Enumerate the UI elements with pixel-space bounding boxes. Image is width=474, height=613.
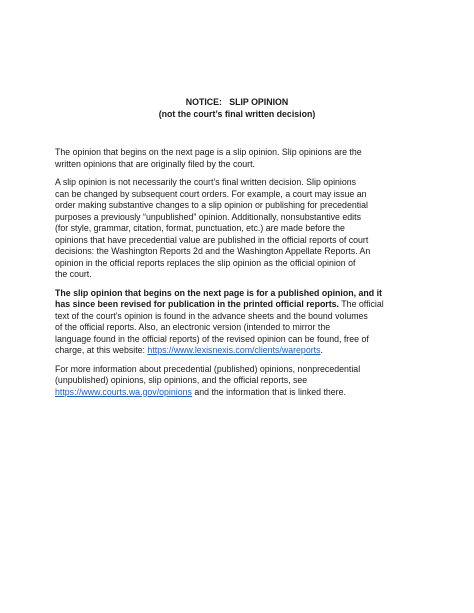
text-line: A slip opinion is not necessarily the court’s final written decision. Slip opinions <box>55 177 357 187</box>
text-segment: and the information that is linked there. <box>191 386 346 397</box>
text-line: written opinions that are originally filed by the court. <box>55 158 255 169</box>
text-line <box>55 387 419 399</box>
text-segment: The official <box>339 299 384 309</box>
text-line: (for style, grammar, citation, format, punctuation, etc.) are made before the <box>55 223 345 233</box>
text-line: The opinion that begins on the next page is a slip opinion. Slip opinions are the <box>55 147 362 157</box>
text-segment: charge, at this website: <box>55 345 148 355</box>
text-line: purposes a previously “unpublished” opinion. Additionally, nonsubstantive edits <box>55 211 361 222</box>
paragraph-more-information <box>55 364 419 399</box>
text-line: text of the court’s opinion is found in the advance sheets and the bound volumes <box>55 310 368 321</box>
text-line: language found in the official reports) of the revised opinion can be found, free of <box>55 333 369 344</box>
notice-subtitle: (not the court’s final written decision) <box>158 109 316 119</box>
bold-text: has since been revised for publication in the printed official reports. <box>55 299 340 309</box>
paragraph-not-final-decision <box>55 177 419 281</box>
text-line: opinion in the official reports replaces the slip opinion as the official opinion of <box>55 257 356 268</box>
text-line <box>55 299 419 311</box>
text-line: can be changed by subsequent court orders. For example, a court may issue an <box>55 188 367 199</box>
text-line <box>55 345 419 357</box>
paragraph-published-opinion <box>55 288 419 357</box>
text-line: the court. <box>55 269 92 279</box>
paragraph-slip-opinion-definition <box>55 147 419 170</box>
text-line: order making substantive changes to a slip opinion or publishing for precedential <box>55 200 368 210</box>
notice-heading <box>0 96 474 120</box>
text-segment: . <box>320 345 323 355</box>
bold-text-line: The slip opinion that begins on the next page is for a published opinion, and it <box>55 287 382 298</box>
notice-title: NOTICE: SLIP OPINION <box>185 97 289 107</box>
text-line: opinions that have precedential value are published in the official reports of court <box>55 234 369 245</box>
text-line: (unpublished) opinions, slip opinions, and the official reports, see <box>55 375 308 385</box>
lexisnexis-link[interactable]: https://www.lexisnexis.com/clients/wareports <box>147 345 321 355</box>
text-line: decisions: the Washington Reports 2d and the Washington Appellate Reports. An <box>55 246 371 256</box>
notice-body <box>55 147 419 405</box>
courts-opinions-link[interactable]: https://www.courts.wa.gov/opinions <box>55 386 192 397</box>
text-line: For more information about precedential (published) opinions, nonprecedential <box>55 363 361 374</box>
text-line: of the official reports. Also, an electronic version (intended to mirror the <box>55 322 331 332</box>
